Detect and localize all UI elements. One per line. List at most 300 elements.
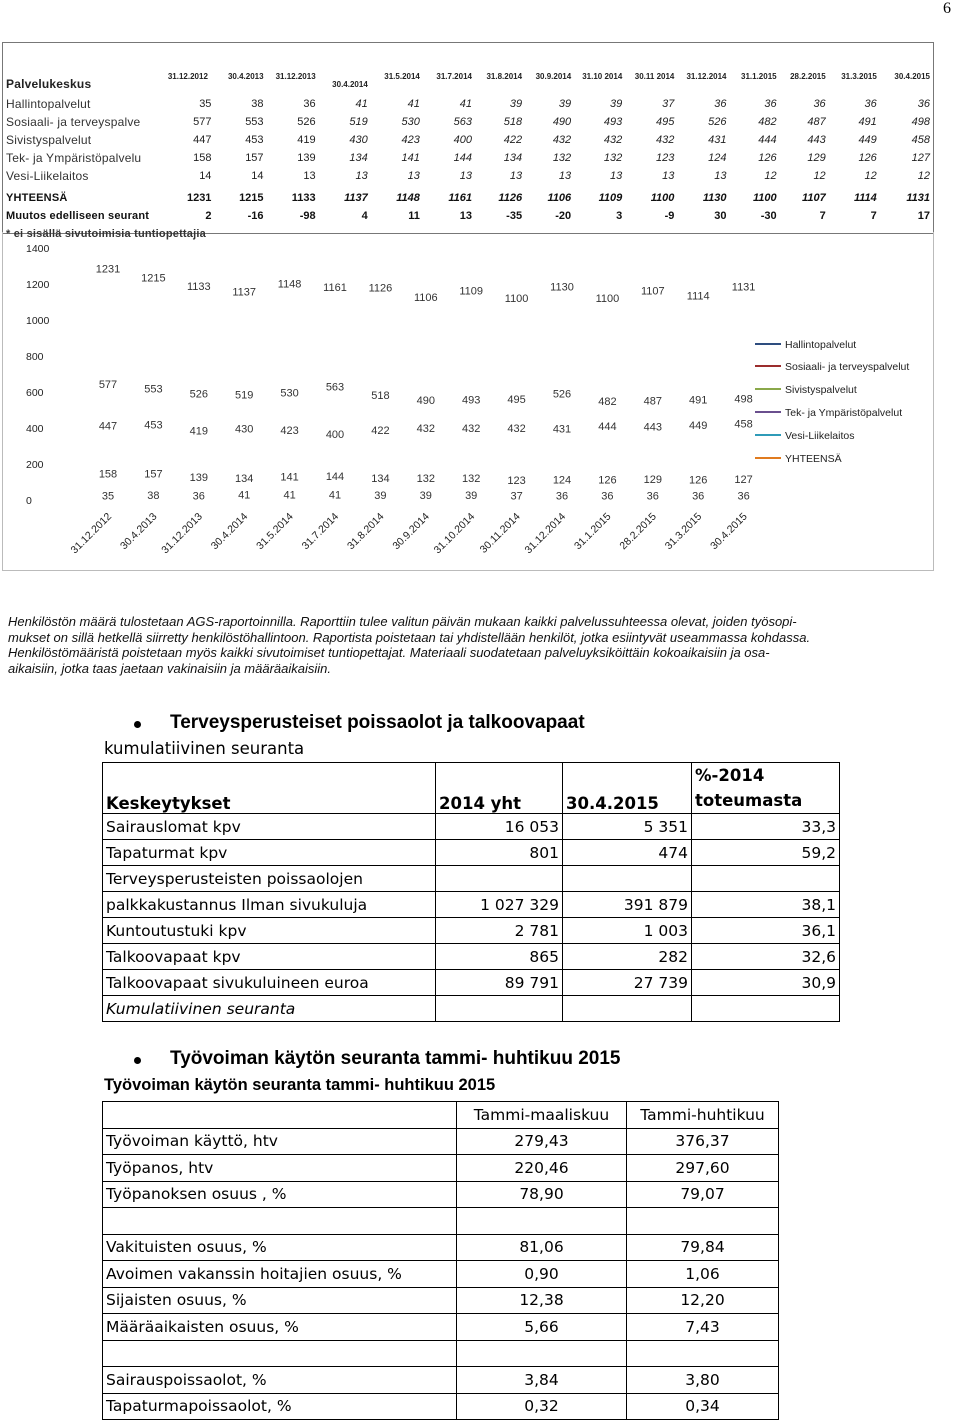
staff-cell: 13 bbox=[558, 170, 572, 182]
workforce-row-label: Työvoiman käyttö, htv bbox=[103, 1128, 457, 1155]
data-label: 447 bbox=[98, 420, 118, 433]
data-label: 126 bbox=[598, 474, 617, 487]
staff-total-cell: 1100 bbox=[650, 192, 675, 204]
staff-date-header: 30.4.2014 bbox=[332, 80, 368, 89]
data-label: 1133 bbox=[186, 281, 211, 294]
workforce-value-q1: 279,43 bbox=[457, 1128, 627, 1155]
y-tick-label: 0 bbox=[26, 495, 32, 507]
data-label: 124 bbox=[552, 474, 572, 487]
x-tick-label: 30.11.2014 bbox=[477, 510, 523, 556]
staff-cell: 491 bbox=[858, 116, 877, 128]
x-tick-label: 31.5.2014 bbox=[254, 510, 296, 553]
data-label: 444 bbox=[598, 421, 617, 434]
x-tick-label: 31.12.2013 bbox=[159, 510, 205, 557]
staff-cell: 14 bbox=[251, 170, 264, 182]
data-label: 35 bbox=[101, 490, 115, 503]
workforce-value-q1-4: 79,84 bbox=[627, 1234, 779, 1261]
staff-cell: 490 bbox=[552, 116, 572, 128]
workforce-row bbox=[103, 1128, 779, 1155]
data-label: 432 bbox=[462, 423, 481, 436]
staff-row-label: Sosiaali- ja terveyspalve bbox=[6, 115, 141, 129]
data-label: 487 bbox=[643, 395, 662, 408]
staff-cell: 144 bbox=[453, 152, 472, 164]
description-paragraph bbox=[8, 614, 943, 676]
data-label: 1130 bbox=[550, 281, 574, 294]
staff-date-header: 30.9.2014 bbox=[535, 72, 572, 81]
staff-cell: 526 bbox=[297, 116, 316, 128]
staff-change-cell: 17 bbox=[917, 210, 930, 222]
staff-date-header: 30.4.2015 bbox=[894, 72, 930, 81]
y-tick-label: 800 bbox=[26, 351, 44, 363]
workforce-row bbox=[103, 1287, 779, 1314]
data-label: 519 bbox=[235, 389, 254, 402]
workforce-row bbox=[103, 1393, 779, 1420]
absence-footer-blank bbox=[436, 996, 563, 1022]
data-label: 129 bbox=[643, 473, 662, 486]
staff-total-cell: 1231 bbox=[186, 192, 212, 204]
chart-svg bbox=[3, 232, 933, 570]
data-label: 553 bbox=[144, 383, 163, 396]
data-label: 423 bbox=[280, 424, 299, 437]
staff-cell: 458 bbox=[911, 134, 930, 146]
absence-footer-blank bbox=[692, 996, 840, 1022]
staff-cell: 13 bbox=[662, 170, 675, 182]
staff-change-cell: -30 bbox=[760, 210, 777, 222]
workforce-row-label: Työpanos, htv bbox=[103, 1155, 457, 1182]
data-label: 132 bbox=[462, 473, 481, 486]
staff-date-header: 30.4.2013 bbox=[227, 72, 264, 81]
staff-cell: 124 bbox=[708, 152, 727, 164]
staff-change-cell: 11 bbox=[408, 210, 420, 222]
absence-value-pct: 32,6 bbox=[692, 944, 840, 970]
workforce-row bbox=[103, 1234, 779, 1261]
workforce-value-q1-4: 12,20 bbox=[627, 1287, 779, 1314]
staff-total-cell: 1137 bbox=[344, 192, 368, 204]
absence-header-pct-line1: %-2014 bbox=[695, 766, 765, 785]
workforce-row bbox=[103, 1314, 779, 1341]
absence-value-pct: 38,1 bbox=[692, 892, 840, 918]
data-label: 36 bbox=[646, 490, 659, 503]
data-label: 458 bbox=[734, 418, 753, 431]
absence-value-pct: 59,2 bbox=[692, 840, 840, 866]
workforce-value-q1: 5,66 bbox=[457, 1314, 627, 1341]
staff-cell: 12 bbox=[764, 170, 777, 182]
x-tick-label: 31.8.2014 bbox=[345, 510, 387, 553]
staff-cell: 432 bbox=[656, 134, 675, 146]
staff-total-cell: 1106 bbox=[547, 192, 572, 204]
absence-value-2015: 391 879 bbox=[563, 892, 692, 918]
description-line: Henkilöstömääristä poistetaan myös kaikki sivutoimiset tuntiopettajat. Materiaali suodatetaan palveluyksiköittäin kokoaikaisiin ja osa- bbox=[8, 645, 770, 660]
workforce-value-q1: 12,38 bbox=[457, 1287, 627, 1314]
workforce-value-q1 bbox=[457, 1340, 627, 1367]
staff-cell: 36 bbox=[303, 98, 316, 110]
data-label: 530 bbox=[280, 387, 299, 400]
staff-change-cell: 4 bbox=[361, 210, 368, 222]
data-label: 1100 bbox=[504, 293, 529, 305]
staff-date-header: 31.1.2015 bbox=[741, 72, 777, 81]
workforce-value-q1: 81,06 bbox=[457, 1234, 627, 1261]
staff-date-header: 31.5.2014 bbox=[384, 72, 420, 81]
absence-footer-row bbox=[103, 996, 840, 1022]
page-number: 6 bbox=[943, 0, 951, 17]
absence-subheading: kumulatiivinen seuranta bbox=[104, 739, 305, 758]
data-label: 36 bbox=[192, 490, 205, 503]
staff-cell: 38 bbox=[251, 98, 264, 110]
absence-header-2014: 2014 yht bbox=[436, 763, 563, 814]
staff-total-cell: 1133 bbox=[291, 192, 316, 204]
absence-value-2015 bbox=[563, 866, 692, 892]
absence-value-2014: 801 bbox=[436, 840, 563, 866]
staff-cell: 400 bbox=[453, 134, 472, 146]
data-label: 134 bbox=[371, 472, 390, 485]
staff-cell: 36 bbox=[714, 98, 727, 110]
staff-line-chart bbox=[2, 232, 934, 571]
data-label: 37 bbox=[510, 490, 523, 503]
staff-cell: 134 bbox=[349, 152, 368, 164]
staff-change-label: Muutos edelliseen seurant bbox=[6, 210, 150, 222]
data-label: 1148 bbox=[277, 278, 302, 291]
staff-cell: 423 bbox=[401, 134, 420, 146]
legend-label: Hallintopalvelut bbox=[785, 339, 857, 351]
staff-cell: 36 bbox=[864, 98, 877, 110]
workforce-row bbox=[103, 1181, 779, 1208]
workforce-table bbox=[102, 1101, 779, 1420]
data-label: 139 bbox=[189, 471, 208, 484]
staff-cell: 530 bbox=[401, 116, 420, 128]
staff-row-label: Sivistyspalvelut bbox=[6, 133, 92, 147]
data-label: 577 bbox=[98, 379, 118, 392]
absence-row bbox=[103, 840, 840, 866]
bullet-dot bbox=[134, 1057, 141, 1064]
absence-value-2014 bbox=[436, 866, 563, 892]
absence-row bbox=[103, 892, 840, 918]
data-label: 141 bbox=[280, 471, 299, 484]
workforce-value-q1-4 bbox=[627, 1208, 779, 1235]
staff-change-cell: -35 bbox=[506, 210, 523, 222]
staff-cell: 139 bbox=[297, 152, 316, 164]
staff-row bbox=[3, 131, 933, 149]
absence-value-2015: 5 351 bbox=[563, 814, 692, 840]
staff-cell: 13 bbox=[714, 170, 727, 182]
staff-cell: 134 bbox=[503, 152, 523, 164]
staff-change-cell: -16 bbox=[247, 210, 264, 222]
staff-total-cell: 1126 bbox=[498, 192, 523, 204]
x-tick-label: 31.7.2014 bbox=[299, 510, 342, 553]
data-label: 1215 bbox=[141, 272, 166, 285]
data-label: 39 bbox=[374, 489, 387, 502]
staff-cell: 422 bbox=[503, 134, 523, 146]
workforce-row-label: Työpanoksen osuus , % bbox=[103, 1181, 457, 1208]
staff-date-header: 31.12.2013 bbox=[275, 72, 316, 81]
staff-change-cell: -9 bbox=[664, 210, 675, 222]
staff-total-cell: 1215 bbox=[239, 192, 264, 204]
staff-date-header: 31.8.2014 bbox=[486, 72, 523, 81]
absence-value-2015: 474 bbox=[563, 840, 692, 866]
data-label: 449 bbox=[689, 420, 708, 433]
data-label: 132 bbox=[416, 473, 435, 486]
absence-heading bbox=[170, 712, 585, 734]
staff-cell: 419 bbox=[297, 134, 316, 146]
staff-cell: 553 bbox=[245, 116, 264, 128]
data-label: 39 bbox=[419, 489, 432, 502]
staff-cell: 13 bbox=[407, 170, 420, 182]
x-tick-label: 30.4.2015 bbox=[708, 510, 750, 553]
staff-total-cell: 1107 bbox=[802, 192, 826, 204]
absence-value-2014: 1 027 329 bbox=[436, 892, 563, 918]
data-label: 495 bbox=[507, 393, 526, 406]
workforce-row-label: Sairauspoissaolot, % bbox=[103, 1367, 457, 1394]
staff-row-label: Hallintopalvelut bbox=[6, 97, 91, 111]
staff-date-header: 28.2.2015 bbox=[790, 72, 826, 81]
absence-row-label: Tapaturmat kpv bbox=[103, 840, 436, 866]
y-tick-label: 600 bbox=[26, 387, 44, 399]
staff-date-header: 30.11 2014 bbox=[634, 72, 675, 81]
data-label: 400 bbox=[325, 429, 345, 441]
data-label: 518 bbox=[371, 389, 390, 402]
staff-date-header: 31.12.2014 bbox=[686, 72, 727, 81]
staff-cell: 41 bbox=[459, 98, 472, 110]
data-label: 1137 bbox=[232, 286, 257, 299]
staff-cell: 526 bbox=[708, 116, 727, 128]
staff-cell: 13 bbox=[303, 170, 316, 182]
staff-cell: 41 bbox=[407, 98, 420, 110]
workforce-row bbox=[103, 1367, 779, 1394]
staff-cell: 519 bbox=[349, 116, 368, 128]
workforce-row bbox=[103, 1155, 779, 1182]
staff-total-cell: 1100 bbox=[752, 192, 777, 204]
absence-value-pct: 36,1 bbox=[692, 918, 840, 944]
absence-footer-blank bbox=[563, 996, 692, 1022]
data-label: 1161 bbox=[323, 282, 347, 295]
staff-cell: 443 bbox=[807, 134, 826, 146]
staff-row-label: Vesi-Liikelaitos bbox=[6, 169, 89, 183]
absence-row bbox=[103, 918, 840, 944]
x-tick-label: 31.1.2015 bbox=[572, 510, 614, 553]
staff-cell: 444 bbox=[758, 134, 777, 146]
staff-cell: 129 bbox=[807, 152, 826, 164]
workforce-value-q1-4: 297,60 bbox=[627, 1155, 779, 1182]
absence-row-label: Talkoovapaat kpv bbox=[103, 944, 436, 970]
absence-row-label: Terveysperusteisten poissaolojen bbox=[103, 866, 436, 892]
data-label: 157 bbox=[144, 468, 163, 481]
data-label: 36 bbox=[601, 490, 614, 503]
staff-cell: 430 bbox=[349, 134, 368, 146]
data-label: 41 bbox=[283, 489, 296, 502]
staff-total-row bbox=[3, 189, 933, 207]
absence-value-2014: 16 053 bbox=[436, 814, 563, 840]
description-line: Henkilöstön määrä tulostetaan AGS-raportoinnilla. Raporttiin tulee valitun päivän mukaan kaikki palvelussuhteessa olevat, joiden työsopi- bbox=[8, 614, 797, 629]
workforce-row-label: Määräaikaisten osuus, % bbox=[103, 1314, 457, 1341]
absence-header-pct bbox=[692, 763, 840, 814]
staff-cell: 39 bbox=[509, 98, 523, 110]
workforce-heading-text: Työvoiman käytön seuranta tammi- huhtikuu 2015 bbox=[170, 1048, 621, 1069]
absence-value-2014: 89 791 bbox=[436, 970, 563, 996]
workforce-value-q1 bbox=[457, 1208, 627, 1235]
staff-cell: 13 bbox=[459, 170, 472, 182]
absence-table bbox=[102, 762, 840, 1022]
x-tick-label: 30.4.2013 bbox=[118, 510, 160, 553]
absence-value-2015: 282 bbox=[563, 944, 692, 970]
y-tick-label: 1200 bbox=[26, 279, 50, 291]
legend-label: YHTEENSÄ bbox=[785, 453, 842, 465]
absence-header-label: Keskeytykset bbox=[103, 763, 436, 814]
data-label: 1114 bbox=[686, 290, 710, 303]
staff-cell: 498 bbox=[911, 116, 930, 128]
staff-total-cell: 1114 bbox=[853, 192, 877, 204]
staff-cell: 39 bbox=[558, 98, 572, 110]
data-label: 1100 bbox=[595, 293, 620, 305]
x-tick-label: 28.2.2015 bbox=[617, 510, 659, 553]
absence-value-pct: 33,3 bbox=[692, 814, 840, 840]
absence-header-2015: 30.4.2015 bbox=[563, 763, 692, 814]
staff-cell: 13 bbox=[355, 170, 368, 182]
workforce-value-q1: 3,84 bbox=[457, 1367, 627, 1394]
data-label: 422 bbox=[371, 425, 390, 438]
absence-heading-text: Terveysperusteiset poissaolot ja talkoovapaat bbox=[170, 712, 585, 733]
staff-date-header: 31.7.2014 bbox=[436, 72, 472, 81]
workforce-value-q1: 220,46 bbox=[457, 1155, 627, 1182]
data-label: 453 bbox=[144, 419, 163, 432]
staff-change-cell: -98 bbox=[299, 210, 316, 222]
data-label: 498 bbox=[734, 393, 753, 406]
staff-cell: 39 bbox=[610, 98, 623, 110]
staff-header-row bbox=[3, 43, 933, 95]
data-label: 41 bbox=[328, 489, 342, 502]
data-label: 36 bbox=[555, 490, 569, 503]
staff-cell: 141 bbox=[401, 152, 420, 164]
staff-cell: 577 bbox=[193, 116, 212, 128]
x-tick-label: 31.3.2015 bbox=[662, 510, 705, 553]
y-tick-label: 400 bbox=[26, 423, 44, 435]
data-label: 1131 bbox=[731, 281, 756, 294]
staff-cell: 132 bbox=[552, 152, 572, 164]
workforce-row bbox=[103, 1261, 779, 1288]
staff-cell: 12 bbox=[917, 170, 930, 182]
x-tick-label: 30.4.2014 bbox=[208, 510, 251, 553]
staff-row bbox=[3, 167, 933, 185]
workforce-value-q1-4: 1,06 bbox=[627, 1261, 779, 1288]
staff-cell: 35 bbox=[199, 98, 212, 110]
staff-cell: 495 bbox=[656, 116, 675, 128]
data-label: 419 bbox=[189, 425, 208, 438]
workforce-heading bbox=[170, 1048, 620, 1070]
x-tick-label: 31.12.2012 bbox=[68, 510, 115, 557]
staff-change-cell: 2 bbox=[205, 210, 212, 222]
absence-footer: Kumulatiivinen seuranta bbox=[103, 996, 436, 1022]
staff-total-cell: 1109 bbox=[598, 192, 623, 204]
data-label: 490 bbox=[416, 394, 435, 407]
data-label: 39 bbox=[465, 489, 478, 502]
staff-row bbox=[3, 95, 933, 113]
workforce-value-q1-4: 7,43 bbox=[627, 1314, 779, 1341]
staff-date-header: 31.10 2014 bbox=[582, 72, 623, 81]
staff-cell: 431 bbox=[708, 134, 727, 146]
data-label: 36 bbox=[737, 490, 750, 503]
staff-cell: 13 bbox=[509, 170, 523, 182]
staff-footnote: * ei sisällä sivutoimisia tuntiopettajia bbox=[6, 228, 206, 240]
absence-row-label: Kuntoutustuki kpv bbox=[103, 918, 436, 944]
staff-cell: 12 bbox=[864, 170, 877, 182]
workforce-value-q1: 0,32 bbox=[457, 1393, 627, 1420]
staff-row bbox=[3, 113, 933, 131]
staff-date-header: 31.3.2015 bbox=[841, 72, 877, 81]
staff-cell: 493 bbox=[603, 116, 623, 128]
data-label: 563 bbox=[325, 381, 345, 394]
staff-cell: 563 bbox=[453, 116, 472, 128]
data-label: 1126 bbox=[368, 282, 393, 295]
data-label: 432 bbox=[416, 423, 435, 436]
data-label: 443 bbox=[643, 421, 662, 434]
staff-cell: 518 bbox=[503, 116, 523, 128]
workforce-value-q1: 0,90 bbox=[457, 1261, 627, 1288]
data-label: 134 bbox=[235, 472, 254, 485]
staff-cell: 487 bbox=[807, 116, 826, 128]
data-label: 1106 bbox=[413, 291, 438, 304]
absence-row-label: Talkoovapaat sivukuluineen euroa bbox=[103, 970, 436, 996]
staff-cell: 447 bbox=[193, 134, 212, 146]
workforce-value-q1-4: 79,07 bbox=[627, 1181, 779, 1208]
legend-label: Sivistyspalvelut bbox=[785, 384, 857, 396]
absence-row bbox=[103, 944, 840, 970]
workforce-row bbox=[103, 1340, 779, 1367]
staff-row-label: Tek- ja Ympäristöpalvelu bbox=[6, 151, 142, 165]
legend-label: Sosiaali- ja terveyspalvelut bbox=[785, 361, 910, 373]
absence-value-pct bbox=[692, 866, 840, 892]
workforce-value-q1-4: 376,37 bbox=[627, 1128, 779, 1155]
workforce-row-label: Avoimen vakanssin hoitajien osuus, % bbox=[103, 1261, 457, 1288]
data-label: 127 bbox=[734, 474, 753, 487]
absence-row bbox=[103, 866, 840, 892]
data-label: 144 bbox=[325, 471, 345, 484]
staff-cell: 126 bbox=[858, 152, 877, 164]
workforce-row-label: Sijaisten osuus, % bbox=[103, 1287, 457, 1314]
staff-change-row bbox=[3, 207, 933, 225]
staff-cell: 482 bbox=[758, 116, 777, 128]
workforce-table-title: Työvoiman käytön seuranta tammi- huhtikuu 2015 bbox=[104, 1076, 496, 1094]
staff-cell: 36 bbox=[813, 98, 826, 110]
staff-cell: 157 bbox=[245, 152, 264, 164]
data-label: 36 bbox=[692, 490, 705, 503]
staff-cell: 453 bbox=[245, 134, 264, 146]
workforce-header-q1: Tammi-maaliskuu bbox=[457, 1102, 627, 1129]
data-label: 482 bbox=[598, 396, 617, 409]
staff-cell: 41 bbox=[355, 98, 368, 110]
staff-cell: 449 bbox=[858, 134, 877, 146]
absence-row-label: Sairauslomat kpv bbox=[103, 814, 436, 840]
staff-change-cell: 7 bbox=[819, 210, 826, 222]
description-line: mukset on sillä hetkellä siirretty henkilöstöhallintoon. Raportista poistetaan tai yhdistellään henkilöt, jotka esiintyvät useammassa kohdassa. bbox=[8, 629, 811, 645]
workforce-row-label bbox=[103, 1208, 457, 1235]
workforce-row-label bbox=[103, 1340, 457, 1367]
workforce-header-row bbox=[103, 1102, 779, 1129]
absence-header-pct-line2: toteumasta bbox=[695, 791, 803, 810]
data-label: 526 bbox=[552, 388, 572, 401]
staff-table bbox=[3, 43, 933, 243]
workforce-header-blank bbox=[103, 1102, 457, 1129]
data-label: 432 bbox=[507, 423, 526, 436]
workforce-row-label: Tapaturmapoissaolot, % bbox=[103, 1393, 457, 1420]
absence-value-2014: 865 bbox=[436, 944, 563, 970]
data-label: 123 bbox=[507, 474, 526, 487]
staff-cell: 13 bbox=[610, 170, 623, 182]
data-label: 430 bbox=[235, 423, 254, 436]
staff-cell: 432 bbox=[552, 134, 572, 146]
staff-cell: 158 bbox=[193, 152, 212, 164]
staff-cell: 127 bbox=[911, 152, 930, 164]
data-label: 431 bbox=[552, 423, 572, 436]
x-tick-label: 30.9.2014 bbox=[390, 510, 432, 553]
staff-total-cell: 1161 bbox=[448, 192, 472, 204]
